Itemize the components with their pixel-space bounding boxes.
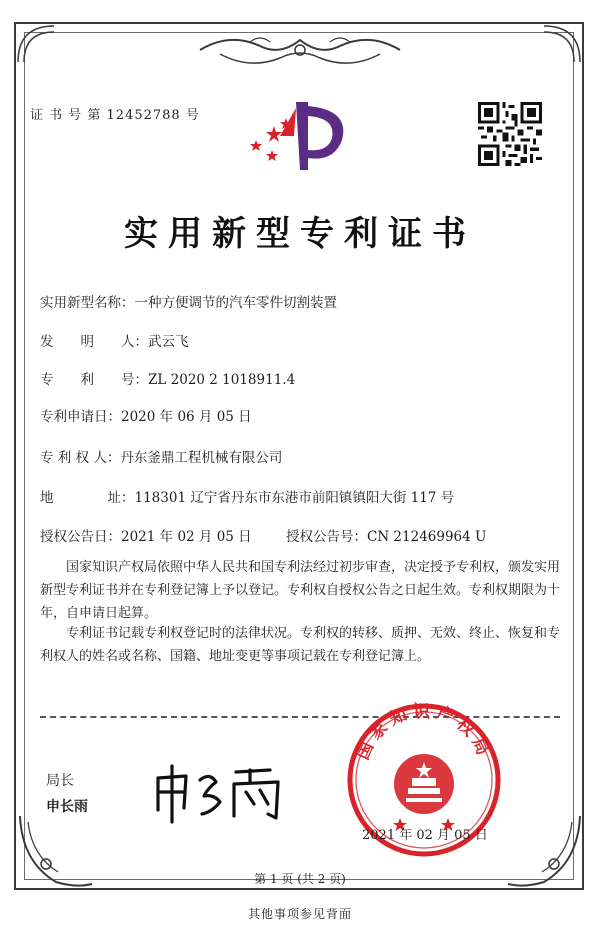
grant-announcement-number-label: 授权公告号： [286,529,367,545]
grant-announcement-number-row [286,525,486,545]
grant-announcement-date-value: 2021 年 02 月 05 日 [121,529,252,545]
inventor-value: 武云飞 [148,334,189,350]
certificate-title: 实用新型专利证书 [124,214,476,254]
top-ornament [190,30,410,72]
cnipa-logo [234,96,364,176]
certificate-number: 证 书 号 第 12452788 号 [30,108,200,123]
corner-ornament-top-right [542,24,582,64]
grant-announcement-number-value: CN 212469964 U [367,529,487,545]
application-date-row [40,405,252,425]
patent-number-label: 专 利 号： [40,372,148,388]
utility-model-name-row [40,291,337,311]
patentee-row [40,446,282,466]
address-label: 地 址： [40,490,135,506]
seal-date: 2021 年 02 月 05 日 [362,828,488,843]
inventor-row [40,330,189,350]
utility-model-name-value: 一种方便调节的汽车零件切割装置 [134,295,337,311]
director-name: 申长雨 [46,799,88,815]
footer-note: 其他事项参见背面 [247,907,352,921]
inventor-label: 发 明 人： [40,334,148,350]
corner-ornament-top-left [16,24,56,64]
address-row [40,486,454,506]
address-value: 118301 辽宁省丹东市东港市前阳镇镇阳大街 117 号 [134,490,455,506]
patent-number-value: ZL 2020 2 1018911.4 [148,372,296,388]
grant-announcement-date-row [40,525,252,545]
grant-announcement-date-label: 授权公告日： [40,529,121,545]
director-title: 局长 [46,773,74,789]
grant-statement-paragraph: 国家知识产权局依照中华人民共和国专利法经过初步审查，决定授予专利权，颁发实用新型专利证书并在专利登记簿上予以登记。专利权自授权公告之日起生效。专利权期限为十年，自申请日起算。 [40,560,561,621]
qr-code [478,102,542,166]
application-date-value: 2020 年 06 月 05 日 [121,409,252,425]
director-signature [150,762,310,826]
legal-status-paragraph: 专利证书记载专利权登记时的法律状况。专利权的转移、质押、无效、终止、恢复和专利权人的姓名或名称、国籍、地址变更等事项记载在专利登记簿上。 [40,626,561,664]
svg-text:国家知识产权局: 国家知识产权局 [353,702,495,763]
patentee-label: 专 利 权 人： [40,450,121,466]
utility-model-name-label: 实用新型名称： [40,295,135,311]
page-indicator: 第 1 页 (共 2 页) [254,872,346,886]
patentee-value: 丹东釜鼎工程机械有限公司 [120,450,283,466]
patent-number-row [40,368,295,388]
application-date-label: 专利申请日： [40,409,121,425]
